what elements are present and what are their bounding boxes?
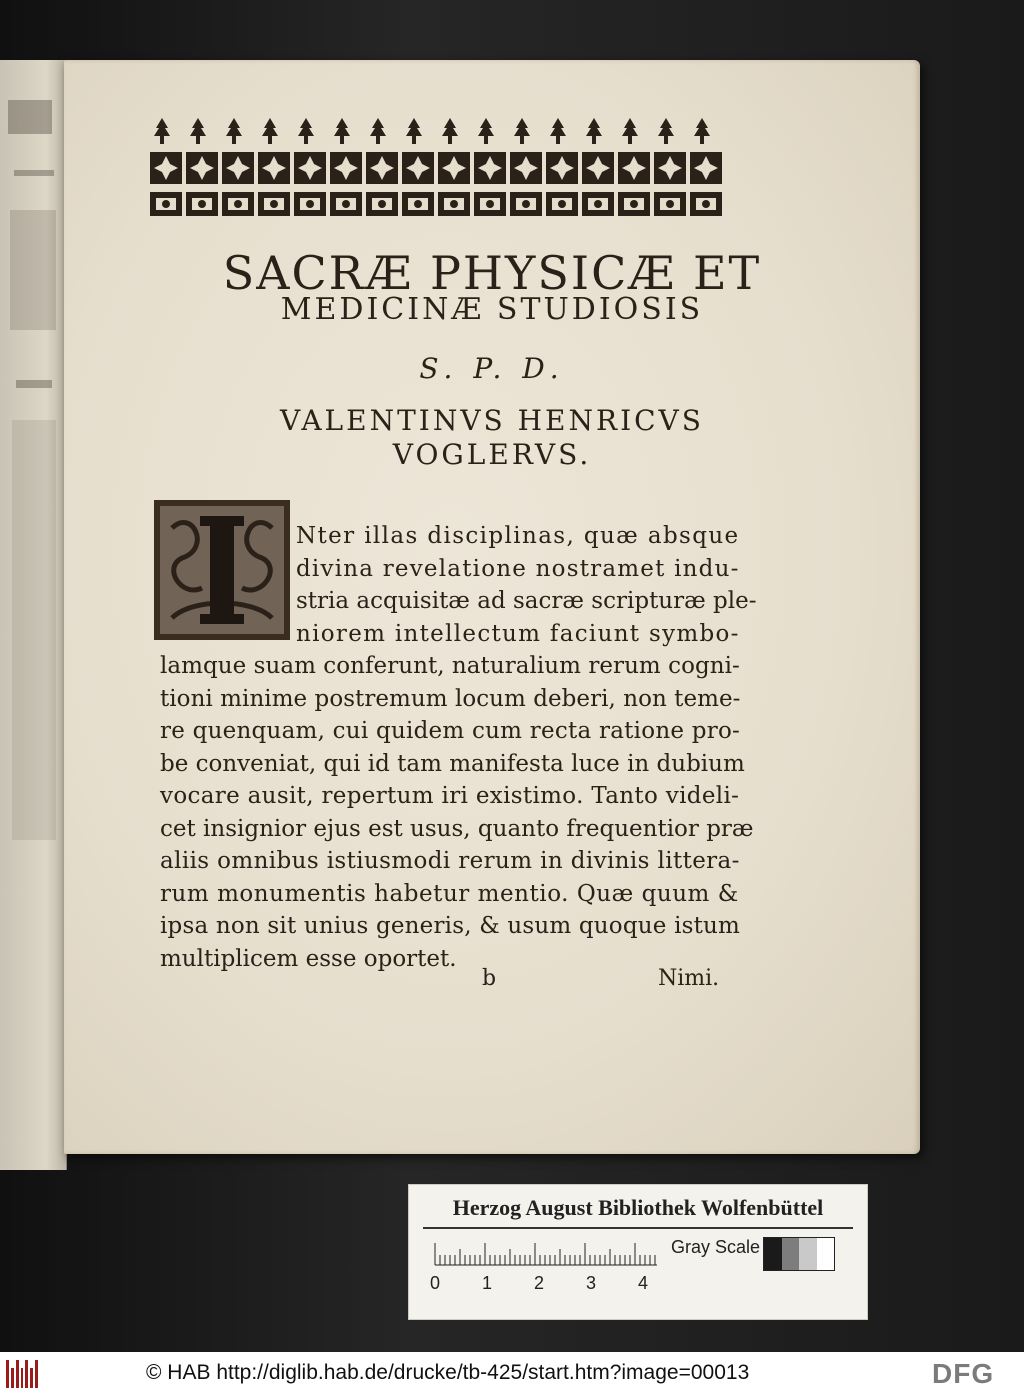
footer-bar	[0, 1352, 1024, 1396]
body-line: ipsa non sit unius generis, & usum quoque istum	[160, 913, 741, 939]
fleuron-ornament	[550, 118, 566, 144]
title-line-1: SACRÆ PHYSICÆ ET	[222, 246, 762, 300]
gray-scale-swatches	[763, 1237, 835, 1271]
star-ornament	[402, 152, 434, 184]
border-ornament	[186, 192, 218, 216]
hab-logo-icon	[6, 1360, 38, 1388]
decorated-initial-I	[152, 498, 292, 642]
body-line: rum monumentis habetur mentio. Quæ quum &	[160, 880, 739, 907]
catchword: Nimi.	[658, 966, 720, 991]
border-ornament	[618, 192, 650, 216]
star-ornament	[546, 152, 578, 184]
border-ornament	[654, 192, 686, 216]
gray-scale-label: Gray Scale	[671, 1237, 761, 1257]
star-ornament	[690, 152, 722, 184]
hab-logo-bar	[11, 1368, 14, 1388]
gray-swatch	[782, 1238, 800, 1270]
fleuron-ornament	[262, 118, 278, 144]
star-ornament	[294, 152, 326, 184]
hab-logo-bar	[6, 1360, 9, 1388]
star-ornament	[582, 152, 614, 184]
centimeter-ruler	[431, 1237, 671, 1297]
ruler-label: 4	[637, 1273, 649, 1293]
body-line: multiplicem esse oportet.	[160, 945, 457, 972]
body-line: stria acquisitæ ad sacræ scripturæ ple-	[296, 588, 757, 614]
body-line: niorem intellectum faciunt symbo-	[296, 620, 740, 647]
star-ornament	[474, 152, 506, 184]
fleuron-ornament	[334, 118, 350, 144]
previous-page-edge	[0, 60, 67, 1170]
border-ornament	[294, 192, 326, 216]
border-ornament	[402, 192, 434, 216]
fleuron-ornament	[298, 118, 314, 144]
author-line-2: VOGLERVS.	[392, 438, 592, 471]
hab-logo-bar	[35, 1360, 38, 1388]
border-ornament	[438, 192, 470, 216]
fleuron-ornament	[586, 118, 602, 144]
body-line: vocare ausit, repertum iri existimo. Tanto videli-	[160, 783, 740, 809]
star-ornament	[330, 152, 362, 184]
star-ornament	[186, 152, 218, 184]
star-ornament	[366, 152, 398, 184]
body-line: aliis omnibus istiusmodi rerum in divinis littera-	[160, 848, 740, 874]
ruler-label: 0	[429, 1273, 441, 1293]
gray-swatch	[799, 1238, 817, 1270]
library-name: Herzog August Bibliothek Wolfenbüttel	[452, 1195, 824, 1220]
gray-swatch	[817, 1238, 835, 1270]
border-ornament	[258, 192, 290, 216]
fleuron-ornament	[406, 118, 422, 144]
ruler-label: 2	[533, 1273, 545, 1293]
fleuron-ornament	[442, 118, 458, 144]
fleuron-ornament	[478, 118, 494, 144]
border-ornament	[222, 192, 254, 216]
card-rule	[423, 1227, 853, 1229]
star-ornament	[510, 152, 542, 184]
body-line: lamque suam conferunt, naturalium rerum cogni-	[160, 653, 740, 679]
author-line-1: VALENTINVS HENRICVS	[280, 404, 704, 437]
hab-logo-bar	[30, 1368, 33, 1388]
footer-credit-link[interactable]: © HAB http://diglib.hab.de/drucke/tb-425/start.htm?image=00013	[146, 1361, 750, 1384]
border-ornament	[510, 192, 542, 216]
title-line-2: MEDICINÆ STUDIOSIS	[280, 292, 704, 327]
star-ornament	[222, 152, 254, 184]
body-line: be conveniat, qui id tam manifesta luce in dubium	[160, 750, 745, 777]
border-ornament	[366, 192, 398, 216]
fleuron-ornament	[154, 118, 170, 144]
star-ornament	[618, 152, 650, 184]
fleuron-ornament	[622, 118, 638, 144]
border-ornament	[582, 192, 614, 216]
star-ornament	[150, 152, 182, 184]
hab-logo-bar	[21, 1368, 24, 1388]
fleuron-ornament	[190, 118, 206, 144]
fleuron-ornament	[226, 118, 242, 144]
hab-logo-bar	[16, 1360, 19, 1388]
gray-swatch	[764, 1238, 782, 1270]
library-color-card	[408, 1184, 868, 1320]
body-line: cet insignior ejus est usus, quanto frequentior præ	[160, 815, 754, 842]
fleuron-ornament	[694, 118, 710, 144]
body-line: Nter illas disciplinas, quæ absque	[296, 523, 740, 549]
body-line: re quenquam, cui quidem cum recta ratione pro-	[160, 718, 741, 744]
body-line: tioni minime postremum locum deberi, non teme-	[160, 685, 741, 712]
border-ornament	[330, 192, 362, 216]
ornamental-headpiece	[148, 112, 720, 220]
border-ornament	[150, 192, 182, 216]
fleuron-ornament	[514, 118, 530, 144]
fleuron-ornament	[658, 118, 674, 144]
ruler-label: 1	[481, 1273, 493, 1293]
hab-logo-bar	[25, 1360, 28, 1388]
ruler-label: 3	[585, 1273, 597, 1293]
border-ornament	[690, 192, 722, 216]
border-ornament	[474, 192, 506, 216]
body-line: divina revelatione nostramet indu-	[296, 555, 740, 582]
star-ornament	[258, 152, 290, 184]
fleuron-ornament	[370, 118, 386, 144]
border-ornament	[546, 192, 578, 216]
salutation: S. P. D.	[419, 352, 565, 385]
dfg-logo: DFG	[932, 1358, 995, 1389]
star-ornament	[654, 152, 686, 184]
signature-mark: b	[482, 966, 497, 991]
star-ornament	[438, 152, 470, 184]
